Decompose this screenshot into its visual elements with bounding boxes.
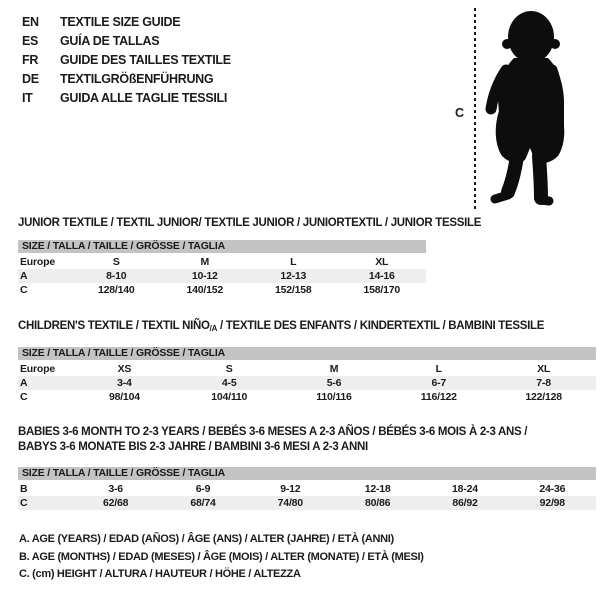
size-cell: XL bbox=[375, 256, 389, 268]
babies-title-line1: BABIES 3-6 MONTH TO 2-3 YEARS / BEBÉS 3-6 MESES A 2-3 AÑOS / BÉBÉS 3-6 MOIS À 2-3 ANS / bbox=[18, 426, 528, 438]
height-measure-dashed-line bbox=[474, 8, 476, 210]
junior-textile-section bbox=[18, 216, 482, 297]
value-cell: 12-18 bbox=[364, 483, 391, 495]
childrens-size-header-bar: SIZE / TALLA / TAILLE / GRÖSSE / TAGLIA bbox=[18, 347, 596, 360]
table-row bbox=[18, 362, 596, 376]
table-row bbox=[18, 496, 596, 510]
babies-size-table bbox=[18, 482, 596, 510]
value-cell: 62/68 bbox=[103, 497, 129, 509]
language-row-en bbox=[22, 13, 231, 32]
value-cell: 86/92 bbox=[452, 497, 478, 509]
table-row bbox=[18, 376, 596, 390]
value-cell: 3-4 bbox=[117, 377, 132, 389]
row-label: A bbox=[20, 377, 28, 389]
value-cell: 122/128 bbox=[525, 391, 562, 403]
value-cell: 5-6 bbox=[326, 377, 342, 389]
guide-title-de: TEXTILGRÖßENFÜHRUNG bbox=[60, 72, 214, 86]
babies-size-header-bar: SIZE / TALLA / TAILLE / GRÖSSE / TAGLIA bbox=[18, 467, 596, 480]
guide-title-it: GUIDA ALLE TAGLIE TESSILI bbox=[60, 91, 228, 105]
row-label: Europe bbox=[20, 256, 55, 268]
table-row bbox=[18, 283, 426, 297]
value-cell: 7-8 bbox=[536, 377, 551, 389]
title-text: CHILDREN'S TEXTILE / TEXTIL NIÑO bbox=[18, 320, 210, 332]
junior-size-header-bar: SIZE / TALLA / TAILLE / GRÖSSE / TAGLIA bbox=[18, 240, 426, 253]
value-cell: 18-24 bbox=[452, 483, 478, 495]
size-cell: XS bbox=[117, 363, 132, 375]
size-cell: M bbox=[200, 256, 210, 268]
value-cell: 68/74 bbox=[190, 497, 216, 509]
value-cell: 152/158 bbox=[274, 284, 312, 296]
language-row-es bbox=[22, 32, 231, 51]
size-cell: L bbox=[435, 363, 442, 375]
value-cell: 116/122 bbox=[420, 391, 457, 403]
babies-table-title bbox=[18, 425, 596, 455]
language-code: EN bbox=[22, 15, 39, 29]
footnote-a: A. AGE (YEARS) / EDAD (AÑOS) / ÂGE (ANS) / ALTER (JAHRE) / ETÀ (ANNI) bbox=[19, 533, 394, 545]
row-label: B bbox=[20, 483, 28, 495]
junior-table-title: JUNIOR TEXTILE / TEXTIL JUNIOR/ TEXTILE JUNIOR / JUNIORTEXTIL / JUNIOR TESSILE bbox=[18, 217, 482, 229]
size-cell: L bbox=[290, 256, 297, 268]
childrens-table-title bbox=[18, 319, 596, 336]
guide-title-es: GUÍA DE TALLAS bbox=[60, 34, 160, 48]
childrens-size-table bbox=[18, 362, 596, 404]
value-cell: 98/104 bbox=[108, 391, 140, 403]
value-cell: 128/140 bbox=[97, 284, 135, 296]
language-code: ES bbox=[22, 34, 39, 48]
junior-size-table bbox=[18, 255, 426, 297]
language-row-de bbox=[22, 70, 231, 89]
row-label: Europe bbox=[20, 363, 55, 375]
table-row bbox=[18, 269, 426, 283]
value-cell: 104/110 bbox=[211, 391, 248, 403]
measurement-footnotes bbox=[19, 531, 424, 584]
language-row-fr bbox=[22, 51, 231, 70]
table-row bbox=[18, 390, 596, 404]
value-cell: 14-16 bbox=[368, 270, 395, 282]
value-cell: 24-36 bbox=[539, 483, 566, 495]
row-label: C bbox=[20, 284, 28, 296]
language-title-list bbox=[22, 13, 231, 108]
baby-silhouette-icon bbox=[484, 8, 576, 212]
value-cell: 140/152 bbox=[186, 284, 224, 296]
row-label: A bbox=[20, 270, 28, 282]
size-cell: S bbox=[225, 363, 233, 375]
guide-title-fr: GUIDE DES TAILLES TEXTILE bbox=[60, 53, 231, 67]
size-cell: S bbox=[112, 256, 120, 268]
guide-title-en: TEXTILE SIZE GUIDE bbox=[60, 15, 181, 29]
footnote-c: C. (cm) HEIGHT / ALTURA / HAUTEUR / HÖHE / ALTEZZA bbox=[19, 568, 301, 580]
value-cell: 3-6 bbox=[108, 483, 123, 495]
size-cell: XL bbox=[537, 363, 551, 375]
childrens-textile-section bbox=[18, 319, 596, 404]
value-cell: 92/98 bbox=[539, 497, 565, 509]
value-cell: 9-12 bbox=[280, 483, 301, 495]
language-code: IT bbox=[22, 91, 33, 105]
value-cell: 8-10 bbox=[106, 270, 127, 282]
table-row bbox=[18, 482, 596, 496]
language-code: FR bbox=[22, 53, 39, 67]
title-subscript: /A bbox=[209, 324, 218, 333]
footnote-b: B. AGE (MONTHS) / EDAD (MESES) / ÂGE (MOIS) / ALTER (MONATE) / ETÀ (MESI) bbox=[19, 550, 424, 563]
babies-title-line2: BABYS 3-6 MONATE BIS 2-3 JAHRE / BAMBINI 3-6 MESI A 2-3 ANNI bbox=[18, 441, 368, 453]
value-cell: 158/170 bbox=[363, 284, 401, 296]
value-cell: 110/116 bbox=[316, 391, 352, 403]
table-row bbox=[18, 255, 426, 269]
value-cell: 6-9 bbox=[195, 483, 211, 495]
language-code: DE bbox=[22, 72, 39, 86]
row-label: C bbox=[20, 391, 28, 403]
value-cell: 12-13 bbox=[280, 270, 307, 282]
value-cell: 80/86 bbox=[365, 497, 391, 509]
size-cell: M bbox=[329, 363, 339, 375]
height-measure-label-c: C bbox=[455, 106, 465, 120]
value-cell: 74/80 bbox=[277, 497, 303, 509]
title-text: / TEXTILE DES ENFANTS / KINDERTEXTIL / BAMBINI TESSILE bbox=[217, 320, 545, 332]
value-cell: 10-12 bbox=[191, 270, 218, 282]
babies-textile-section bbox=[18, 425, 596, 510]
value-cell: 6-7 bbox=[431, 377, 447, 389]
language-row-it bbox=[22, 89, 231, 108]
row-label: C bbox=[20, 497, 28, 509]
value-cell: 4-5 bbox=[221, 377, 237, 389]
